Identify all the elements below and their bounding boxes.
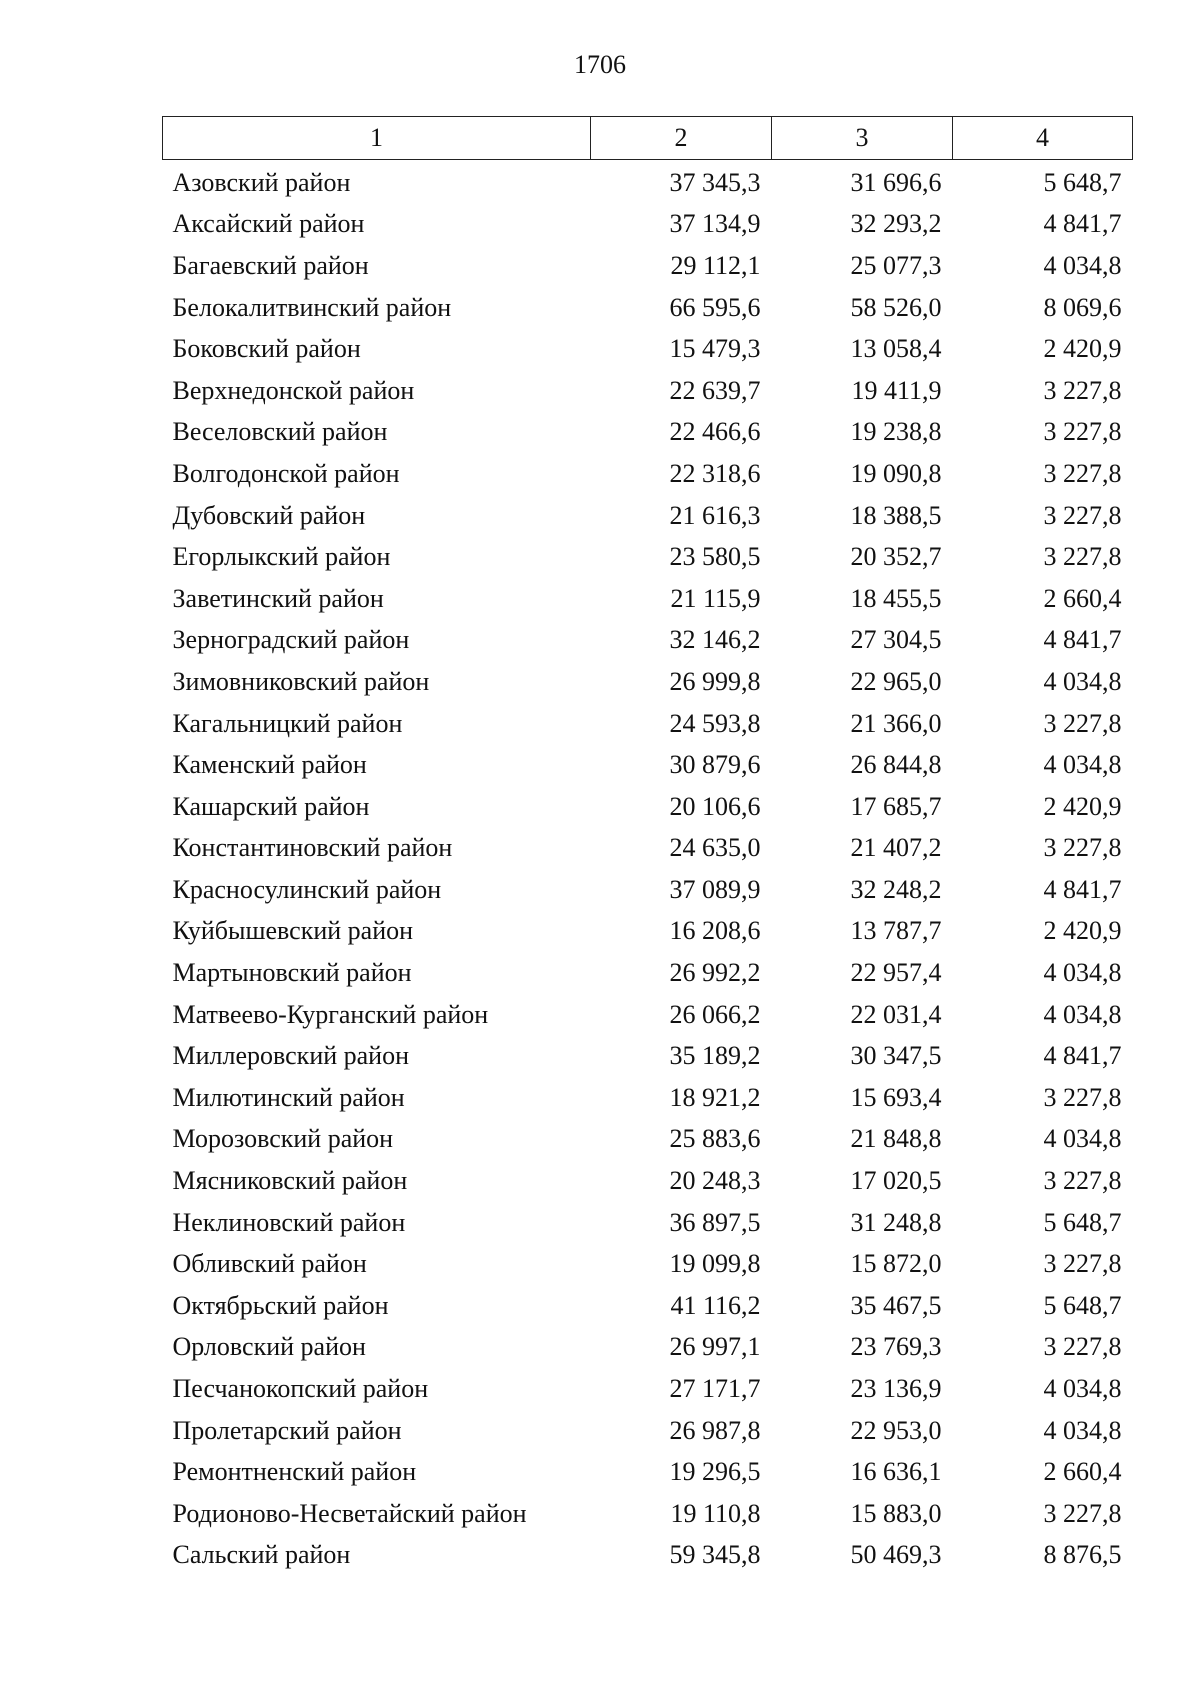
table-row: [163, 828, 1133, 870]
table-row: [163, 412, 1133, 454]
table-row: [163, 1535, 1133, 1577]
value-col3-cell: 27 304,5: [850, 625, 942, 655]
value-col2-cell: 29 112,1: [670, 250, 761, 280]
district-name-cell: Зимовниковский район: [172, 666, 430, 696]
value-col2-cell: 30 879,6: [669, 750, 761, 780]
value-col3-cell: 32 248,2: [850, 874, 942, 904]
table-row: [163, 744, 1133, 786]
value-col3-cell: 32 293,2: [850, 209, 942, 239]
district-name-cell: Веселовский район: [172, 417, 388, 447]
value-col2-cell: 15 479,3: [669, 334, 761, 364]
table-row: [163, 245, 1133, 287]
value-col2-cell: 26 999,8: [669, 666, 761, 696]
value-col4-cell: 3 227,8: [1043, 375, 1122, 405]
district-name-cell: Багаевский район: [172, 250, 369, 280]
value-col4-cell: 4 841,7: [1043, 1041, 1122, 1071]
value-col4-cell: 3 227,8: [1043, 1082, 1122, 1112]
value-col4-cell: 3 227,8: [1043, 458, 1122, 488]
value-col4-cell: 2 660,4: [1043, 1457, 1122, 1487]
table-row: [163, 328, 1133, 370]
table-row: [163, 786, 1133, 828]
value-col3-cell: 19 411,9: [851, 375, 942, 405]
value-col2-cell: 18 921,2: [669, 1082, 761, 1112]
table-row: [163, 1243, 1133, 1285]
table-row: [163, 1119, 1133, 1161]
value-col2-cell: 41 116,2: [670, 1290, 761, 1320]
table-row: [163, 1160, 1133, 1202]
value-col4-cell: 8 876,5: [1043, 1540, 1122, 1570]
district-name-cell: Волгодонской район: [172, 458, 400, 488]
table-row: [163, 453, 1133, 495]
district-name-cell: Ремонтненский район: [172, 1457, 417, 1487]
value-col4-cell: 4 841,7: [1043, 874, 1122, 904]
value-col3-cell: 15 872,0: [850, 1249, 942, 1279]
value-col3-cell: 35 467,5: [850, 1290, 942, 1320]
value-col2-cell: 21 115,9: [670, 583, 761, 613]
district-name-cell: Заветинский район: [172, 583, 384, 613]
value-col3-cell: 19 238,8: [850, 417, 942, 447]
table-row: [163, 1368, 1133, 1410]
district-name-cell: Песчанокопский район: [172, 1374, 429, 1404]
district-name-cell: Мясниковский район: [172, 1166, 408, 1196]
value-col3-cell: 18 455,5: [850, 583, 942, 613]
value-col4-cell: 4 034,8: [1043, 958, 1122, 988]
value-col2-cell: 37 089,9: [669, 874, 761, 904]
value-col2-cell: 26 997,1: [669, 1332, 761, 1362]
value-col4-cell: 4 034,8: [1043, 666, 1122, 696]
value-col2-cell: 19 110,8: [670, 1498, 761, 1528]
table-row: [163, 160, 1133, 204]
value-col3-cell: 16 636,1: [850, 1457, 942, 1487]
value-col4-cell: 2 660,4: [1043, 583, 1122, 613]
table-row: [163, 620, 1133, 662]
value-col4-cell: 4 034,8: [1043, 999, 1122, 1029]
value-col4-cell: 4 034,8: [1043, 250, 1122, 280]
value-col4-cell: 3 227,8: [1043, 1332, 1122, 1362]
table-row: [163, 952, 1133, 994]
district-name-cell: Боковский район: [172, 334, 361, 364]
table-row: [163, 287, 1133, 329]
table-row: [163, 911, 1133, 953]
table-row: [163, 994, 1133, 1036]
table-row: [163, 1077, 1133, 1119]
district-name-cell: Егорлыкский район: [172, 542, 391, 572]
value-col3-cell: 22 957,4: [850, 958, 942, 988]
district-name-cell: Верхнедонской район: [172, 375, 415, 405]
header-row: [163, 117, 1133, 160]
value-col4-cell: 5 648,7: [1043, 167, 1122, 197]
value-col4-cell: 2 420,9: [1043, 916, 1122, 946]
value-col4-cell: 8 069,6: [1043, 292, 1122, 322]
value-col2-cell: 19 296,5: [669, 1457, 761, 1487]
value-col2-cell: 26 987,8: [669, 1415, 761, 1445]
value-col3-cell: 21 848,8: [850, 1124, 942, 1154]
district-name-cell: Обливский район: [172, 1249, 367, 1279]
value-col2-cell: 36 897,5: [669, 1207, 761, 1237]
value-col3-cell: 18 388,5: [850, 500, 942, 530]
district-name-cell: Кагальницкий район: [172, 708, 403, 738]
table-row: [163, 204, 1133, 246]
page-number: 1706: [574, 50, 626, 79]
value-col4-cell: 3 227,8: [1043, 833, 1122, 863]
table-row: [163, 1410, 1133, 1452]
value-col3-cell: 58 526,0: [850, 292, 942, 322]
value-col4-cell: 3 227,8: [1043, 708, 1122, 738]
district-name-cell: Неклиновский район: [172, 1207, 406, 1237]
table-row: [163, 661, 1133, 703]
value-col2-cell: 22 466,6: [669, 417, 761, 447]
table-header: [163, 117, 1133, 160]
value-col3-cell: 26 844,8: [850, 750, 942, 780]
district-name-cell: Красносулинский район: [172, 874, 442, 904]
value-col2-cell: 22 639,7: [669, 375, 761, 405]
value-col2-cell: 37 345,3: [669, 167, 761, 197]
value-col2-cell: 32 146,2: [669, 625, 761, 655]
table-row: [163, 1285, 1133, 1327]
value-col3-cell: 17 020,5: [850, 1166, 942, 1196]
value-col2-cell: 59 345,8: [669, 1540, 761, 1570]
column-header-3: 3: [772, 117, 953, 160]
value-col2-cell: 24 635,0: [669, 833, 761, 863]
value-col3-cell: 15 883,0: [850, 1498, 942, 1528]
table-row: [163, 578, 1133, 620]
value-col2-cell: 20 106,6: [669, 791, 761, 821]
table-row: [163, 370, 1133, 412]
table-row: [163, 1493, 1133, 1535]
table-row: [163, 536, 1133, 578]
value-col3-cell: 22 031,4: [850, 999, 942, 1029]
value-col3-cell: 23 136,9: [850, 1374, 942, 1404]
value-col3-cell: 22 953,0: [850, 1415, 942, 1445]
district-name-cell: Азовский район: [172, 167, 351, 197]
value-col3-cell: 50 469,3: [850, 1540, 942, 1570]
value-col3-cell: 19 090,8: [850, 458, 942, 488]
value-col3-cell: 17 685,7: [850, 791, 942, 821]
value-col4-cell: 3 227,8: [1043, 1166, 1122, 1196]
table-body: [163, 160, 1133, 1577]
value-col2-cell: 66 595,6: [669, 292, 761, 322]
value-col2-cell: 19 099,8: [669, 1249, 761, 1279]
district-name-cell: Константиновский район: [172, 833, 453, 863]
table-row: [163, 869, 1133, 911]
district-name-cell: Милютинский район: [172, 1082, 405, 1112]
value-col4-cell: 3 227,8: [1043, 417, 1122, 447]
value-col4-cell: 4 034,8: [1043, 1415, 1122, 1445]
value-col4-cell: 2 420,9: [1043, 791, 1122, 821]
value-col2-cell: 26 992,2: [669, 958, 761, 988]
value-col4-cell: 4 034,8: [1043, 1124, 1122, 1154]
value-col4-cell: 3 227,8: [1043, 1249, 1122, 1279]
district-name-cell: Аксайский район: [172, 209, 365, 239]
value-col3-cell: 20 352,7: [850, 542, 942, 572]
value-col4-cell: 2 420,9: [1043, 334, 1122, 364]
district-name-cell: Куйбышевский район: [172, 916, 414, 946]
value-col3-cell: 22 965,0: [850, 666, 942, 696]
value-col2-cell: 22 318,6: [669, 458, 761, 488]
value-col2-cell: 20 248,3: [669, 1166, 761, 1196]
district-name-cell: Октябрьский район: [172, 1290, 389, 1320]
district-name-cell: Зерноградский район: [172, 625, 410, 655]
value-col3-cell: 31 696,6: [850, 167, 942, 197]
value-col2-cell: 25 883,6: [669, 1124, 761, 1154]
value-col4-cell: 3 227,8: [1043, 500, 1122, 530]
value-col2-cell: 37 134,9: [669, 209, 761, 239]
district-name-cell: Орловский район: [172, 1332, 366, 1362]
district-name-cell: Кашарский район: [172, 791, 370, 821]
district-name-cell: Дубовский район: [172, 500, 366, 530]
value-col3-cell: 13 058,4: [850, 334, 942, 364]
value-col4-cell: 4 034,8: [1043, 1374, 1122, 1404]
value-col3-cell: 21 366,0: [850, 708, 942, 738]
value-col3-cell: 13 787,7: [850, 916, 942, 946]
value-col4-cell: 3 227,8: [1043, 1498, 1122, 1528]
value-col2-cell: 21 616,3: [669, 500, 761, 530]
value-col4-cell: 4 841,7: [1043, 209, 1122, 239]
value-col4-cell: 5 648,7: [1043, 1290, 1122, 1320]
district-name-cell: Морозовский район: [172, 1124, 394, 1154]
table-row: [163, 1035, 1133, 1077]
table-row: [163, 1451, 1133, 1493]
district-name-cell: Каменский район: [172, 750, 367, 780]
value-col3-cell: 15 693,4: [850, 1082, 942, 1112]
district-name-cell: Сальский район: [172, 1540, 351, 1570]
value-col4-cell: 5 648,7: [1043, 1207, 1122, 1237]
column-header-1: 1: [163, 117, 591, 160]
value-col2-cell: 24 593,8: [669, 708, 761, 738]
value-col3-cell: 31 248,8: [850, 1207, 942, 1237]
district-name-cell: Пролетарский район: [172, 1415, 402, 1445]
data-table: [162, 116, 1133, 1576]
value-col4-cell: 4 034,8: [1043, 750, 1122, 780]
value-col2-cell: 16 208,6: [669, 916, 761, 946]
district-name-cell: Матвеево-Курганский район: [172, 999, 489, 1029]
district-name-cell: Миллеровский район: [172, 1041, 410, 1071]
value-col3-cell: 25 077,3: [850, 250, 942, 280]
district-name-cell: Белокалитвинский район: [172, 292, 452, 322]
value-col3-cell: 30 347,5: [850, 1041, 942, 1071]
table-row: [163, 703, 1133, 745]
value-col2-cell: 35 189,2: [669, 1041, 761, 1071]
value-col3-cell: 21 407,2: [850, 833, 942, 863]
table-row: [163, 495, 1133, 537]
district-name-cell: Родионово-Несветайский район: [172, 1498, 527, 1528]
value-col4-cell: 3 227,8: [1043, 542, 1122, 572]
column-header-2: 2: [591, 117, 772, 160]
value-col3-cell: 23 769,3: [850, 1332, 942, 1362]
column-header-4: 4: [953, 117, 1133, 160]
value-col2-cell: 27 171,7: [669, 1374, 761, 1404]
value-col2-cell: 26 066,2: [669, 999, 761, 1029]
value-col2-cell: 23 580,5: [669, 542, 761, 572]
table-row: [163, 1202, 1133, 1244]
table-row: [163, 1327, 1133, 1369]
value-col4-cell: 4 841,7: [1043, 625, 1122, 655]
district-name-cell: Мартыновский район: [172, 958, 412, 988]
